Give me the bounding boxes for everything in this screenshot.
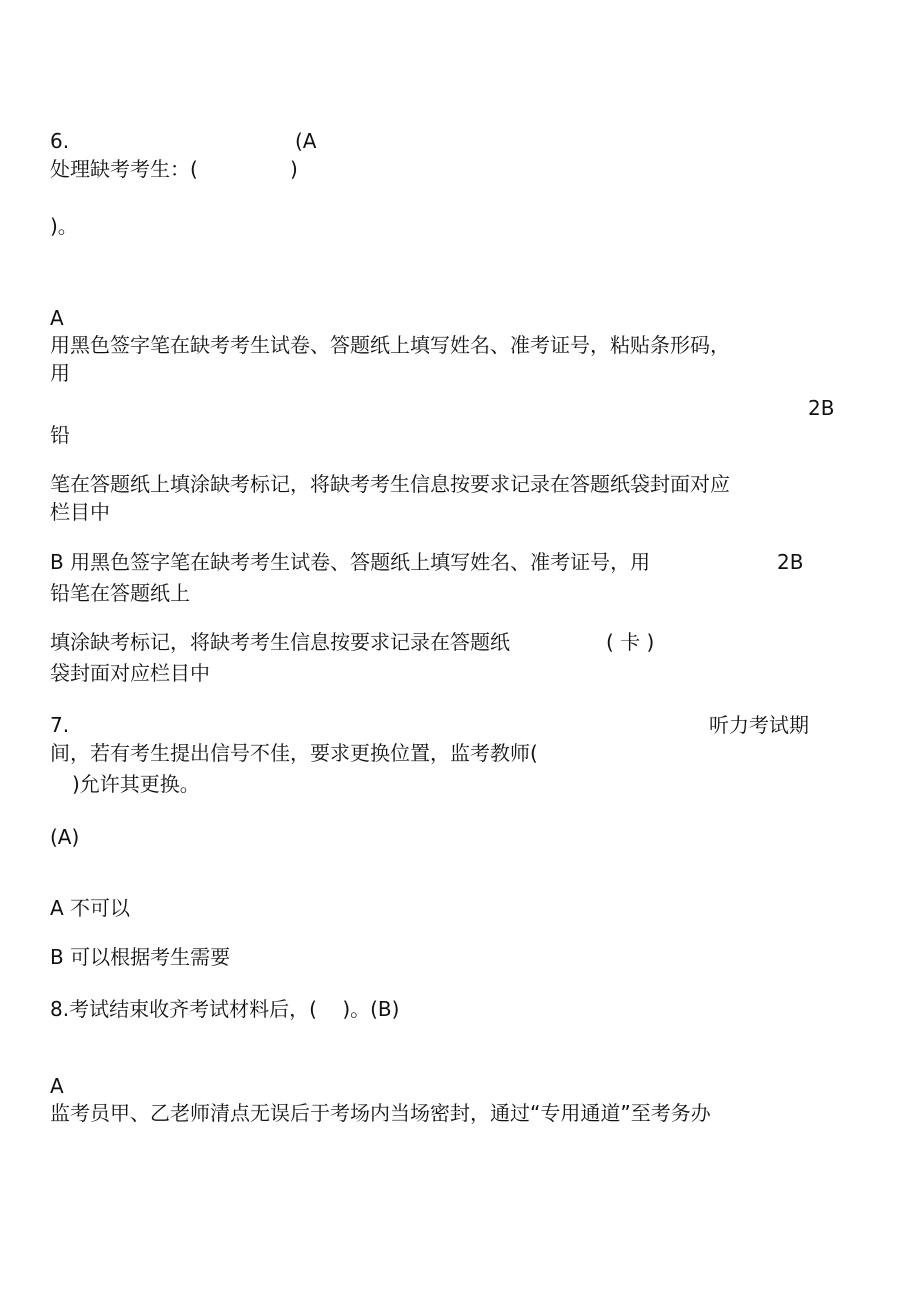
q6-option-a-line: 铅 <box>50 423 70 447</box>
q6-option-a-line: 用黑色签字笔在缺考考生试卷、答题纸上填写姓名、准考证号，粘贴条形码， <box>50 333 730 357</box>
q6-option-a-pencil-grade: 2B <box>808 396 835 420</box>
q6-option-b-line: 填涂缺考标记，将缺考考生信息按要求记录在答题纸 <box>50 630 510 654</box>
q6-number: 6. <box>50 129 70 153</box>
q6-stem-close: ) <box>290 157 298 181</box>
q7-stem: 听力考试期 <box>709 713 809 737</box>
q6-option-b-pencil-grade: 2B <box>777 550 804 574</box>
q6-option-b-line: 袋封面对应栏目中 <box>50 661 210 685</box>
q6-option-b-card: ( 卡 ) <box>606 630 655 654</box>
q6-answer: (A <box>295 129 317 153</box>
q6-stem: 处理缺考考生：( <box>50 157 198 181</box>
q7-option-a: A 不可以 <box>50 896 131 920</box>
q6-option-a-line: 栏目中 <box>50 500 110 524</box>
q6-option-a-line: 笔在答题纸上填涂缺考标记，将缺考考生信息按要求记录在答题纸袋封面对应 <box>50 472 730 496</box>
q7-stem: 间，若有考生提出信号不佳，要求更换位置，监考教师( <box>50 741 538 765</box>
q6-stem-end: )。 <box>50 214 78 238</box>
q6-option-b-line: 铅笔在答题纸上 <box>50 581 190 605</box>
q8-stem: 8.考试结束收齐考试材料后，( )。(B) <box>50 997 400 1021</box>
q8-option-a-letter: A <box>50 1074 64 1098</box>
q7-stem: )允许其更换。 <box>72 772 200 796</box>
q6-option-a-letter: A <box>50 306 64 330</box>
q6-option-b-line: B 用黑色签字笔在缺考考生试卷、答题纸上填写姓名、准考证号，用 <box>50 550 651 574</box>
q7-answer: (A) <box>50 825 80 849</box>
q6-option-a-line: 用 <box>50 361 70 385</box>
q7-option-b: B 可以根据考生需要 <box>50 945 231 969</box>
q8-option-a-line: 监考员甲、乙老师清点无误后于考场内当场密封，通过“专用通道”至考务办 <box>50 1101 711 1125</box>
q7-number: 7. <box>50 713 70 737</box>
